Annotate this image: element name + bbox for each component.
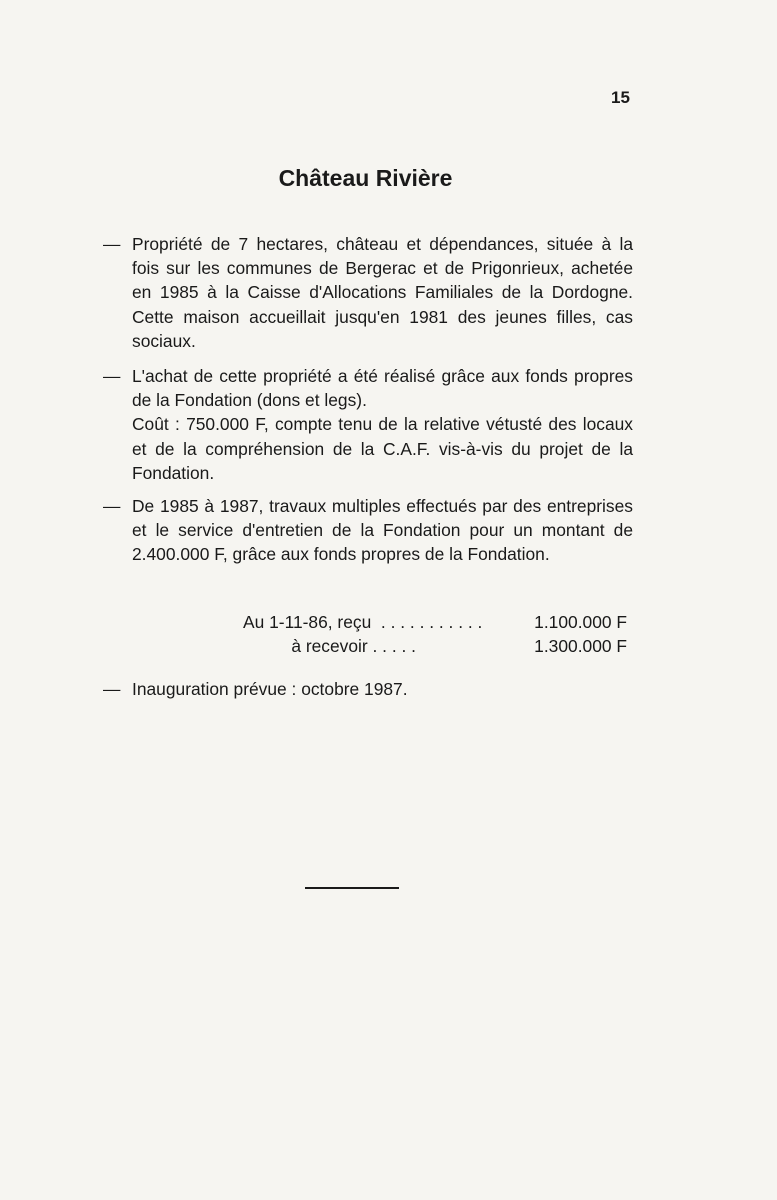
dash: — — [103, 234, 121, 254]
summary-label: Au 1-11-86, reçu . . . . . . . . . . . — [243, 612, 483, 632]
paragraph: L'achat de cette propriété a été réalisé grâce aux fonds propres de la Fondation (dons et legs). — [132, 366, 633, 411]
dash: — — [103, 366, 121, 386]
summary-label: à recevoir . . . . . — [243, 636, 416, 656]
summary-amount: 1.300.000 F — [534, 636, 627, 656]
item-3 — [103, 494, 633, 567]
page-title: Château Rivière — [278, 165, 453, 191]
closing-rule — [305, 887, 399, 889]
dash: — — [103, 679, 121, 699]
paragraph: Coût : 750.000 F, compte tenu de la relative vétusté des locaux et de la compréhension de la C.A.F. vis-à-vis du projet de la Fondation. — [132, 414, 633, 483]
item-1 — [103, 232, 633, 353]
page-number: 15 — [611, 88, 630, 107]
paragraph: Propriété de 7 hectares, château et dépendances, située à la fois sur les communes de Bergerac et de Prigonrieux, achetée en 1985 à la Caisse d'Allocations Familiales de la Dordogne. Cette maison accueillait jusqu'en 1981 des jeunes filles, cas sociaux. — [132, 234, 633, 351]
summary-row — [243, 634, 627, 658]
funding-summary — [243, 610, 627, 658]
summary-row — [243, 610, 627, 634]
paragraph: Inauguration prévue : octobre 1987. — [132, 679, 408, 699]
item-4 — [103, 677, 633, 701]
summary-amount: 1.100.000 F — [534, 612, 627, 632]
dash: — — [103, 496, 121, 516]
paragraph: De 1985 à 1987, travaux multiples effectués par des entreprises et le service d'entretien de la Fondation pour un montant de 2.400.000 F, grâce aux fonds propres de la Fondation. — [132, 496, 633, 565]
item-2 — [103, 364, 633, 485]
